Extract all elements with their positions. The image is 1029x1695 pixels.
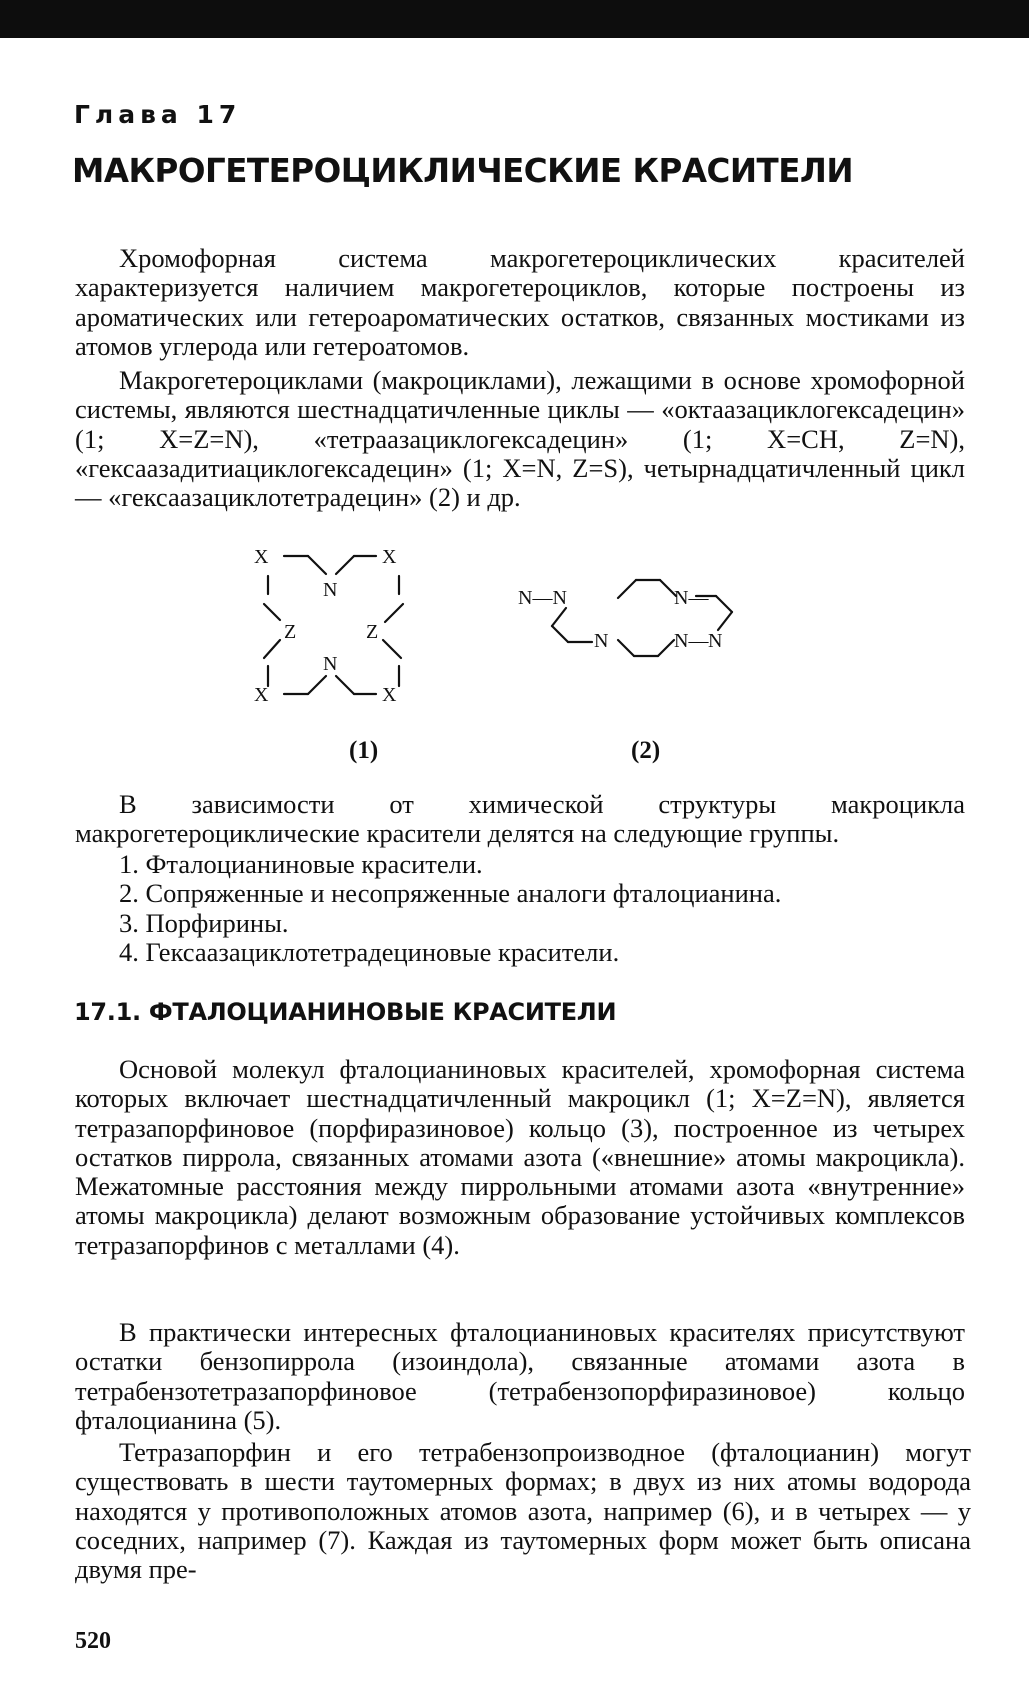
bond	[385, 604, 403, 622]
bond	[618, 580, 636, 598]
atom-n-bottom-right: N—	[674, 630, 709, 652]
section-title: 17.1. ФТАЛОЦИАНИНОВЫЕ КРАСИТЕЛИ	[74, 998, 617, 1026]
bond	[264, 640, 280, 658]
list-item: 1. Фталоцианиновые красители.	[119, 849, 483, 879]
bond	[264, 604, 280, 620]
structure-2-label: (2)	[631, 737, 661, 764]
list-item: 3. Порфирины.	[119, 907, 289, 938]
atom-n-far-right: N	[708, 630, 723, 652]
paragraph-classification: В зависимости от химической структуры макроцикла макрогетероциклические красители делятся на следующие группы.	[75, 789, 965, 849]
atom-z-left: Z	[284, 621, 297, 643]
structure-1-diagram	[254, 546, 438, 729]
bond	[336, 676, 354, 694]
paragraph-chromophore-system: Хромофорная система макрогетероциклических красителей характеризуется наличием макрогетероциклов, которые построены из ароматических или гетероароматических остатков, связанных мостиками из атомов углерода или гетероатомов.	[75, 243, 965, 361]
paragraph-phthalocyanine-basis: Основой молекул фталоцианиновых красителей, хромофорная система которых включает шестнадцатичленный макроцикл (1; X=Z=N), является тетразапорфиновое (порфиразиновое) кольцо (3), построенное из четырех остатков пиррола, связанных атомами азота («внешние» атомы макроцикла). Межатомные расстояния между пиррольными атомами азота «внутренние» атомы макроцикла) делают возможным образование устойчивых комплексов тетразапорфинов с металлами (4).	[75, 1054, 965, 1260]
atom-n-top: N	[323, 579, 338, 601]
atom-x-top-left: X	[254, 546, 269, 568]
paragraph-macrocycles: Макрогетероциклами (макроциклами), лежащими в основе хромофорной системы, являются шестнадцатичленные циклы — «октаазациклогексадецин» (1; X=Z=N), «тетраазациклогексадецин» (1; X=CH, Z=N), «гексаазадитиациклогексадецин» (1; X=N, Z=S), четырнадцатичленный цикл — «гексаазациклотетрадецин» (2) и др.	[75, 365, 965, 513]
bond	[336, 556, 354, 574]
list-item: 4. Гексаазациклотетрадециновые красители.	[119, 936, 620, 967]
structure-2-diagram	[518, 584, 776, 694]
bond	[618, 640, 634, 656]
atom-z-right: Z	[366, 621, 379, 643]
atom-n-top-right: N—	[674, 587, 709, 609]
bond	[383, 640, 401, 658]
paragraph-benzopyrrole: В практически интересных фталоцианиновых красителях присутствуют остатки бензопиррола (изоиндола), связанные атомами азота в тетрабензотетразапорфиновое (тетрабензопорфиразиновое) кольцо фталоцианина (5).	[75, 1317, 965, 1435]
page-top-border	[0, 0, 1029, 38]
list-item: 2. Сопряженные и несопряженные аналоги фталоцианина.	[119, 878, 782, 909]
bond	[552, 626, 568, 642]
atom-n-n-left: N—N	[518, 587, 567, 609]
atom-n-bottom-left: N	[594, 630, 609, 652]
atom-n-bottom: N	[323, 653, 338, 675]
chapter-title: МАКРОГЕТЕРОЦИКЛИЧЕСКИЕ КРАСИТЕЛИ	[72, 152, 854, 190]
page-number: 520	[75, 1628, 111, 1654]
bond	[308, 556, 326, 574]
bond	[308, 676, 326, 694]
bond	[716, 596, 732, 612]
dye-groups-list	[119, 850, 781, 967]
atom-x-top-right: X	[382, 546, 397, 568]
atom-x-bottom-right: X	[382, 684, 397, 706]
paragraph-tautomers: Тетразапорфин и его тетрабензопроизводное (фталоцианин) могут существовать в шести таутомерных формах; в двух из них атомы водорода находятся у противоположных атомов азота, например (6), и в четырех — у соседних, например (7). Каждая из таутомерных форм может быть описана двумя пре-	[75, 1437, 971, 1585]
atom-x-bottom-left: X	[254, 684, 269, 706]
bond	[658, 640, 674, 656]
bond	[552, 608, 566, 626]
bond	[718, 612, 732, 630]
chapter-label: Глава 17	[74, 100, 242, 129]
structure-1-label: (1)	[349, 737, 379, 764]
